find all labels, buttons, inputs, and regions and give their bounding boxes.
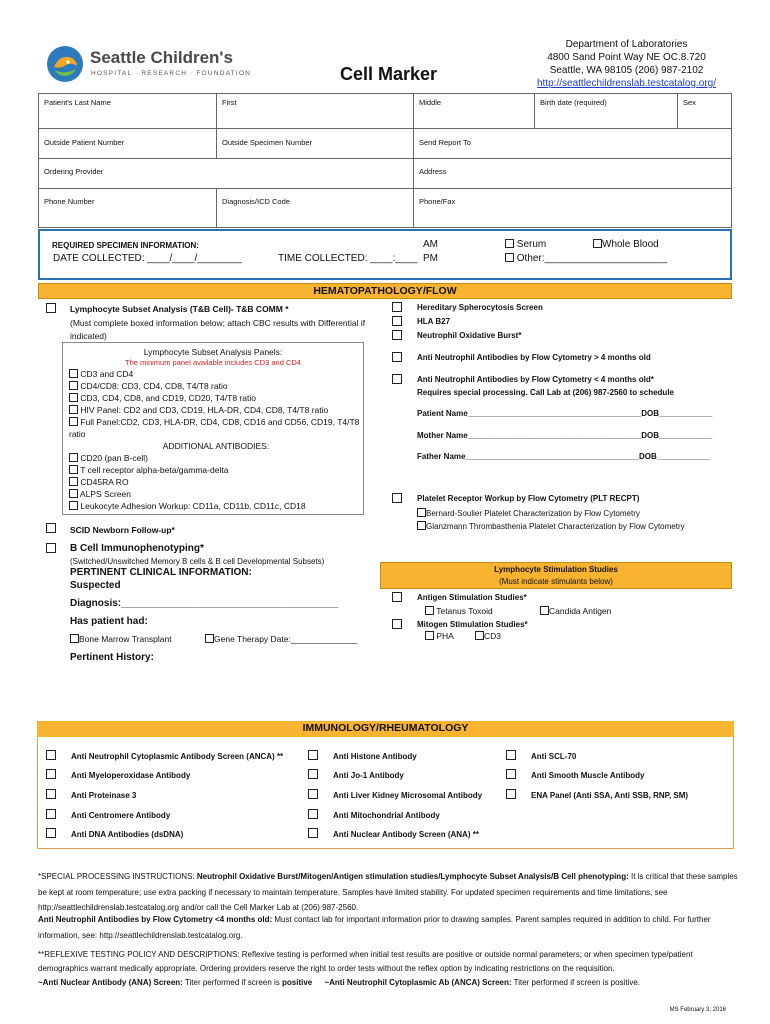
panel-option[interactable]: HIV Panel: CD2 and CD3, CD19, HLA-DR, CD4, CD8, T4/T8 ratio xyxy=(69,404,363,416)
hla-label: HLA B27 xyxy=(417,317,451,326)
immuno-checkbox[interactable] xyxy=(46,828,56,838)
field-last-name[interactable]: Patient's Last Name xyxy=(39,94,217,129)
lymph-panels-box xyxy=(62,342,364,515)
panel-checkbox[interactable] xyxy=(69,381,78,390)
dept-line-1: Department of Laboratories xyxy=(565,39,688,50)
time-collected-field[interactable]: TIME COLLECTED: ____:____ xyxy=(278,253,418,264)
field-first-name[interactable]: First xyxy=(217,94,414,129)
lymph-subset-checkbox[interactable] xyxy=(46,303,56,313)
panel-option[interactable]: CD3 and CD4 xyxy=(69,368,363,380)
diagnosis-field[interactable]: Diagnosis:_______________________________________ xyxy=(70,598,339,609)
field-middle-name[interactable]: Middle xyxy=(414,94,535,129)
special-processing-instructions: *SPECIAL PROCESSING INSTRUCTIONS: Neutrophil Oxidative Burst/Mitogen/Antigen stimulation studies/Lymphocyte Subset Analysis/B Cell phenotyping: It is critical that these samples be kept at room temperature; use extra packing if necessary to maintain temperature. Samples have limited stability. For updated specimen requirements and time limitations, see http://seattlechildrenslab.testcatalog.org and/or call the Cell Marker Lab at (206) 987-2560. xyxy=(38,872,738,912)
immuno-item[interactable]: Anti Smooth Muscle Antibody xyxy=(506,769,644,780)
tetanus-checkbox[interactable] xyxy=(425,606,434,615)
cd3-checkbox[interactable] xyxy=(475,631,484,640)
dept-line-3: Seattle, WA 98105 (206) 987-2102 xyxy=(549,65,704,76)
form-version: MS February 3, 2016 xyxy=(669,1007,726,1013)
immuno-item[interactable]: Anti Mitochondrial Antibody xyxy=(308,809,440,820)
logo-whale-icon xyxy=(46,45,84,83)
panel-checkbox[interactable] xyxy=(69,369,78,378)
pha-checkbox[interactable] xyxy=(425,631,434,640)
panels-title: Lymphocyte Subset Analysis Panels: xyxy=(143,347,283,357)
lymph-subset-note-2: indicated) xyxy=(70,331,107,341)
logo-tagline: HOSPITAL · RESEARCH · FOUNDATION xyxy=(91,70,251,77)
form-title: Cell Marker xyxy=(340,64,438,84)
field-birth-date[interactable]: Birth date (required) xyxy=(535,94,678,129)
immuno-checkbox[interactable] xyxy=(46,769,56,779)
whole-blood-checkbox[interactable] xyxy=(593,239,602,248)
cd3-option[interactable]: CD3 xyxy=(475,631,501,641)
field-address[interactable]: Address xyxy=(414,159,731,189)
required-specimen-label: REQUIRED SPECIMEN INFORMATION: xyxy=(52,241,199,250)
immuno-item[interactable]: Anti Neutrophil Cytoplasmic Antibody Screen (ANCA) ** xyxy=(46,750,283,761)
candida-checkbox[interactable] xyxy=(540,606,549,615)
gene-therapy-checkbox[interactable] xyxy=(205,634,214,643)
antibody-option[interactable]: CD20 (pan B-cell) xyxy=(69,452,363,464)
anti-neut-gt4-label: Anti Neutrophil Antibodies by Flow Cytometry > 4 months old xyxy=(417,353,651,362)
bmt-option[interactable]: Bone Marrow Transplant xyxy=(70,634,172,644)
specimen-info-box xyxy=(38,229,732,280)
whole-blood-option[interactable]: Whole Blood xyxy=(593,239,659,250)
immuno-checkbox[interactable] xyxy=(308,750,318,760)
antigen-checkbox[interactable] xyxy=(392,592,402,602)
field-diagnosis-icd[interactable]: Diagnosis/ICD Code xyxy=(217,189,414,227)
antibody-checkbox[interactable] xyxy=(69,477,78,486)
immuno-checkbox[interactable] xyxy=(506,789,516,799)
immuno-checkbox[interactable] xyxy=(308,769,318,779)
serum-option[interactable]: Serum xyxy=(505,239,546,250)
lymph-stim-bar xyxy=(380,562,732,589)
bcell-checkbox[interactable] xyxy=(46,543,56,553)
immuno-item[interactable]: Anti SCL-70 xyxy=(506,750,576,761)
field-sex[interactable]: Sex xyxy=(678,94,731,129)
immuno-item[interactable]: Anti DNA Antibodies (dsDNA) xyxy=(46,828,183,839)
immuno-item[interactable]: Anti Myeloperoxidase Antibody xyxy=(46,769,190,780)
immuno-checkbox[interactable] xyxy=(308,828,318,838)
field-send-report-to[interactable]: Send Report To xyxy=(414,129,731,159)
panel-option[interactable]: CD3, CD4, CD8, and CD19, CD20, T4/T8 ratio xyxy=(69,392,363,404)
immuno-checkbox[interactable] xyxy=(46,789,56,799)
panel-checkbox[interactable] xyxy=(69,393,78,402)
anti-neut-gt4-checkbox[interactable] xyxy=(392,352,402,362)
immuno-item[interactable]: ENA Panel (Anti SSA, Anti SSB, RNP, SM) xyxy=(506,789,688,800)
father-name-dob-field[interactable]: Father Name_______________________________________DOB____________ xyxy=(417,452,711,461)
lab-address-block xyxy=(537,38,716,90)
lymph-stim-note: (Must indicate stimulants below) xyxy=(499,577,613,586)
panel-option[interactable]: CD4/CD8: CD3, CD4, CD8, T4/T8 ratio xyxy=(69,380,363,392)
scid-checkbox[interactable] xyxy=(46,523,56,533)
lymph-subset-note-1: (Must complete boxed information below; attach CBC results with Differential if xyxy=(70,318,366,328)
platelet-label: Platelet Receptor Workup by Flow Cytometry (PLT RECPT) xyxy=(417,494,640,503)
pm-option[interactable]: PM xyxy=(423,253,438,264)
panel-option-ratio: ratio xyxy=(69,429,86,439)
antibody-checkbox[interactable] xyxy=(69,501,78,510)
immuno-checkbox[interactable] xyxy=(46,809,56,819)
patient-name-dob-field[interactable]: Patient Name_______________________________________DOB____________ xyxy=(417,409,713,418)
ana-anca-reflex-line: ~Anti Nuclear Antibody (ANA) Screen: Titer performed if screen is positive ~Anti Neutrophil Cytoplasmic Ab (ANCA) Screen: Titer performed if screen is positive. xyxy=(38,978,641,987)
anti-neut-lt4-checkbox[interactable] xyxy=(392,374,402,384)
reflexive-testing-policy: **REFLEXIVE TESTING POLICY AND DESCRIPTIONS: Reflexive testing is performed when initial test results are positive or outside normal parameters; or when specimen type/patient demographics warrant medically appropriate. Ordering providers reserve the right to order tests without the reflex option by indicating restrictions on the requisition. xyxy=(38,950,693,973)
antibody-option[interactable]: Leukocyte Adhesion Workup: CD11a, CD11b, CD11c, CD18 xyxy=(69,500,363,512)
hematopathology-section-bar: HEMATOPATHOLOGY/FLOW xyxy=(38,283,732,299)
gene-therapy-option[interactable]: Gene Therapy Date:______________ xyxy=(205,634,357,644)
field-phone-fax[interactable]: Phone/Fax xyxy=(419,197,456,206)
field-ordering-provider[interactable]: Ordering Provider xyxy=(39,159,414,189)
antibody-option[interactable]: ALPS Screen xyxy=(69,488,363,500)
immuno-item[interactable]: Anti Nuclear Antibody Screen (ANA) ** xyxy=(308,828,479,839)
candida-option[interactable]: Candida Antigen xyxy=(540,606,611,616)
serum-checkbox[interactable] xyxy=(505,239,514,248)
panel-checkbox[interactable] xyxy=(69,405,78,414)
neutro-burst-checkbox[interactable] xyxy=(392,330,402,340)
immuno-item[interactable]: Anti Jo-1 Antibody xyxy=(308,769,404,780)
immuno-checkbox[interactable] xyxy=(506,769,516,779)
lymph-stim-title: Lymphocyte Stimulation Studies xyxy=(494,565,618,574)
anti-neutrophil-instructions: Anti Neutrophil Antibodies by Flow Cytometry <4 months old: Must contact lab for important information prior to drawing samples. Parent samples required in addition to child. For further information, see: http://seattlechildrenslab.testcatalog.org. xyxy=(38,915,711,940)
bernard-option[interactable]: Bernard-Soulier Platelet Characterization by Flow Cytometry xyxy=(417,508,640,518)
immunology-section-bar: IMMUNOLOGY/RHEUMATOLOGY xyxy=(37,721,734,737)
other-checkbox[interactable] xyxy=(505,253,514,262)
panel-option[interactable]: Full Panel:CD2, CD3, HLA-DR, CD4, CD8, CD16 and CD56, CD19, T4/T8 xyxy=(69,416,363,428)
hla-checkbox[interactable] xyxy=(392,316,402,326)
patient-info-grid xyxy=(38,93,732,228)
panels-minimum-note: The minimum panel available includes CD3 and CD4 xyxy=(125,358,301,367)
lymph-subset-label: Lymphocyte Subset Analysis (T&B Cell)- T&B COMM * xyxy=(70,304,289,314)
immuno-item[interactable]: Anti Centromere Antibody xyxy=(46,809,170,820)
scid-label: SCID Newborn Follow-up* xyxy=(70,525,175,535)
glanzmann-option[interactable]: Glanzmann Thrombasthenia Platelet Characterization by Flow Cytometry xyxy=(417,521,685,531)
lab-url-link[interactable]: http://seattlechildrenslab.testcatalog.org/ xyxy=(537,78,716,89)
bcell-label: B Cell Immunophenotyping* xyxy=(70,543,204,554)
neutro-burst-label: Neutrophil Oxidative Burst* xyxy=(417,331,522,340)
immuno-checkbox[interactable] xyxy=(46,750,56,760)
mitogen-checkbox[interactable] xyxy=(392,619,402,629)
mitogen-label: Mitogen Stimulation Studies* xyxy=(417,620,528,629)
pertinent-clinical-label: PERTINENT CLINICAL INFORMATION: xyxy=(70,567,252,578)
anti-neut-lt4-label: Anti Neutrophil Antibodies by Flow Cytometry < 4 months old* xyxy=(417,375,654,384)
additional-antibodies-title: ADDITIONAL ANTIBODIES: xyxy=(162,441,270,451)
suspected-label: Suspected xyxy=(70,580,121,591)
panel-options-list xyxy=(69,368,363,512)
logo-name: Seattle Children's xyxy=(90,48,233,67)
antibody-checkbox[interactable] xyxy=(69,453,78,462)
immuno-checkbox[interactable] xyxy=(308,789,318,799)
immuno-item[interactable]: Anti Proteinase 3 xyxy=(46,789,136,800)
special-processing-note: Requires special processing. Call Lab at (206) 987-2560 to schedule xyxy=(417,388,674,397)
pertinent-history-label[interactable]: Pertinent History: xyxy=(70,652,154,663)
platelet-checkbox[interactable] xyxy=(392,493,402,503)
seattle-childrens-logo xyxy=(46,45,276,85)
pha-option[interactable]: PHA xyxy=(425,631,454,641)
antibody-option[interactable]: T cell receptor alpha-beta/gamma-delta xyxy=(69,464,363,476)
immuno-item[interactable]: Anti Liver Kidney Microsomal Antibody xyxy=(308,789,482,800)
tetanus-option[interactable]: Tetanus Toxoid xyxy=(425,606,493,616)
antibody-checkbox[interactable] xyxy=(69,465,78,474)
immuno-item[interactable]: Anti Histone Antibody xyxy=(308,750,417,761)
glanzmann-checkbox[interactable] xyxy=(417,521,426,530)
immuno-checkbox[interactable] xyxy=(308,809,318,819)
field-phone-number[interactable]: Phone Number xyxy=(39,189,217,227)
field-outside-specimen-number[interactable]: Outside Specimen Number xyxy=(217,129,414,159)
immuno-checkbox[interactable] xyxy=(506,750,516,760)
bernard-checkbox[interactable] xyxy=(417,508,426,517)
date-collected-field[interactable]: DATE COLLECTED: ____/____/________ xyxy=(53,253,242,264)
antigen-label: Antigen Stimulation Studies* xyxy=(417,593,527,602)
field-outside-patient-number[interactable]: Outside Patient Number xyxy=(39,129,217,159)
has-patient-had-label: Has patient had: xyxy=(70,616,148,627)
hered-checkbox[interactable] xyxy=(392,302,402,312)
antibody-option[interactable]: CD45RA RO xyxy=(69,476,363,488)
dept-line-2: 4800 Sand Point Way NE OC.8.720 xyxy=(547,52,706,63)
mother-name-dob-field[interactable]: Mother Name_______________________________________DOB____________ xyxy=(417,431,713,440)
antibody-checkbox[interactable] xyxy=(69,489,78,498)
other-option[interactable]: Other:______________________ xyxy=(505,253,667,264)
bmt-checkbox[interactable] xyxy=(70,634,79,643)
panel-checkbox[interactable] xyxy=(69,417,78,426)
am-option[interactable]: AM xyxy=(423,239,438,250)
bcell-note: (Switched/Unswitched Memory B cells & B cell Developmental Subsets) xyxy=(70,557,325,566)
hered-label: Hereditary Spherocytosis Screen xyxy=(417,303,543,312)
